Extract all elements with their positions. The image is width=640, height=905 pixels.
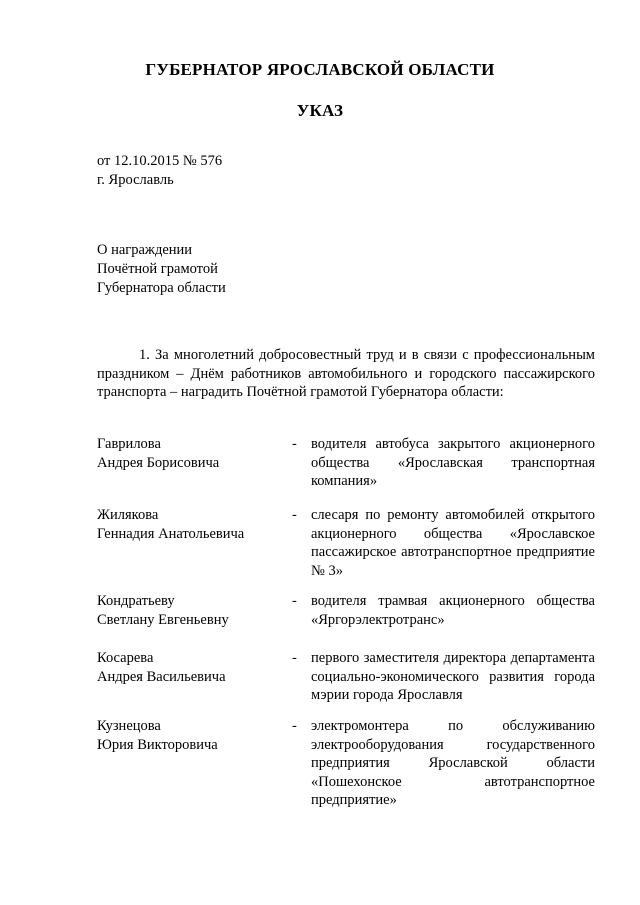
awardee-surname: Жилякова bbox=[97, 507, 159, 523]
awardee-dash: - bbox=[292, 593, 297, 609]
awardee-surname: Косарева bbox=[97, 650, 154, 666]
subject-line-1: О награждении bbox=[97, 242, 193, 258]
awardee-dash: - bbox=[292, 507, 297, 523]
subject-line-3: Губернатора области bbox=[97, 280, 226, 296]
main-paragraph-text: 1. За многолетний добросовестный труд и в связи с профессиональным праздником – Днём работников автомобильного и городского пассажирского транспорта – наградить Почётной грамотой Губернатора области: bbox=[97, 347, 595, 400]
awardee-surname: Кондратьеву bbox=[97, 593, 175, 609]
awardee-description: слесаря по ремонту автомобилей открытого акционерного общества «Ярославское пассажирское автотранспортное предприятие № 3» bbox=[311, 507, 595, 579]
awardee-surname: Гаврилова bbox=[97, 436, 161, 452]
awardee-dash: - bbox=[292, 718, 297, 734]
awardee-given-names: Андрея Борисовича bbox=[97, 454, 220, 471]
awardee-name bbox=[97, 717, 277, 754]
awardee-given-names: Геннадия Анатольевича bbox=[97, 525, 245, 542]
decree-date-number: от 12.10.2015 № 576 bbox=[97, 153, 223, 169]
awardee-name bbox=[97, 435, 277, 472]
awardee-description: первого заместителя директора департамента социально-экономического развития города мэрии города Ярославля bbox=[311, 650, 595, 703]
awardee-given-names: Андрея Васильевича bbox=[97, 668, 226, 685]
decree-heading: УКАЗ bbox=[296, 101, 344, 120]
decree-city: г. Ярославль bbox=[97, 172, 174, 188]
awardee-dash: - bbox=[292, 436, 297, 452]
awardee-name bbox=[97, 649, 277, 686]
main-paragraph bbox=[97, 346, 595, 402]
awardee-description: водителя автобуса закрытого акционерного общества «Ярославская транспортная компания» bbox=[311, 436, 595, 489]
subject-line-2: Почётной грамотой bbox=[97, 261, 218, 277]
awardee-dash: - bbox=[292, 650, 297, 666]
document-title: ГУБЕРНАТОР ЯРОСЛАВСКОЙ ОБЛАСТИ bbox=[145, 60, 495, 79]
awardee-name bbox=[97, 592, 277, 629]
awardee-given-names: Светлану Евгеньевну bbox=[97, 611, 229, 628]
awardee-description: электромонтера по обслуживанию электрооборудования государственного предприятия Ярославской области «Пошехонское автотранспортное предприятие» bbox=[311, 718, 595, 808]
awardee-surname: Кузнецова bbox=[97, 718, 161, 734]
awardee-name bbox=[97, 506, 277, 543]
awardee-given-names: Юрия Викторовича bbox=[97, 736, 218, 753]
awardee-description: водителя трамвая акционерного общества «Яргорэлектротранс» bbox=[311, 593, 595, 628]
